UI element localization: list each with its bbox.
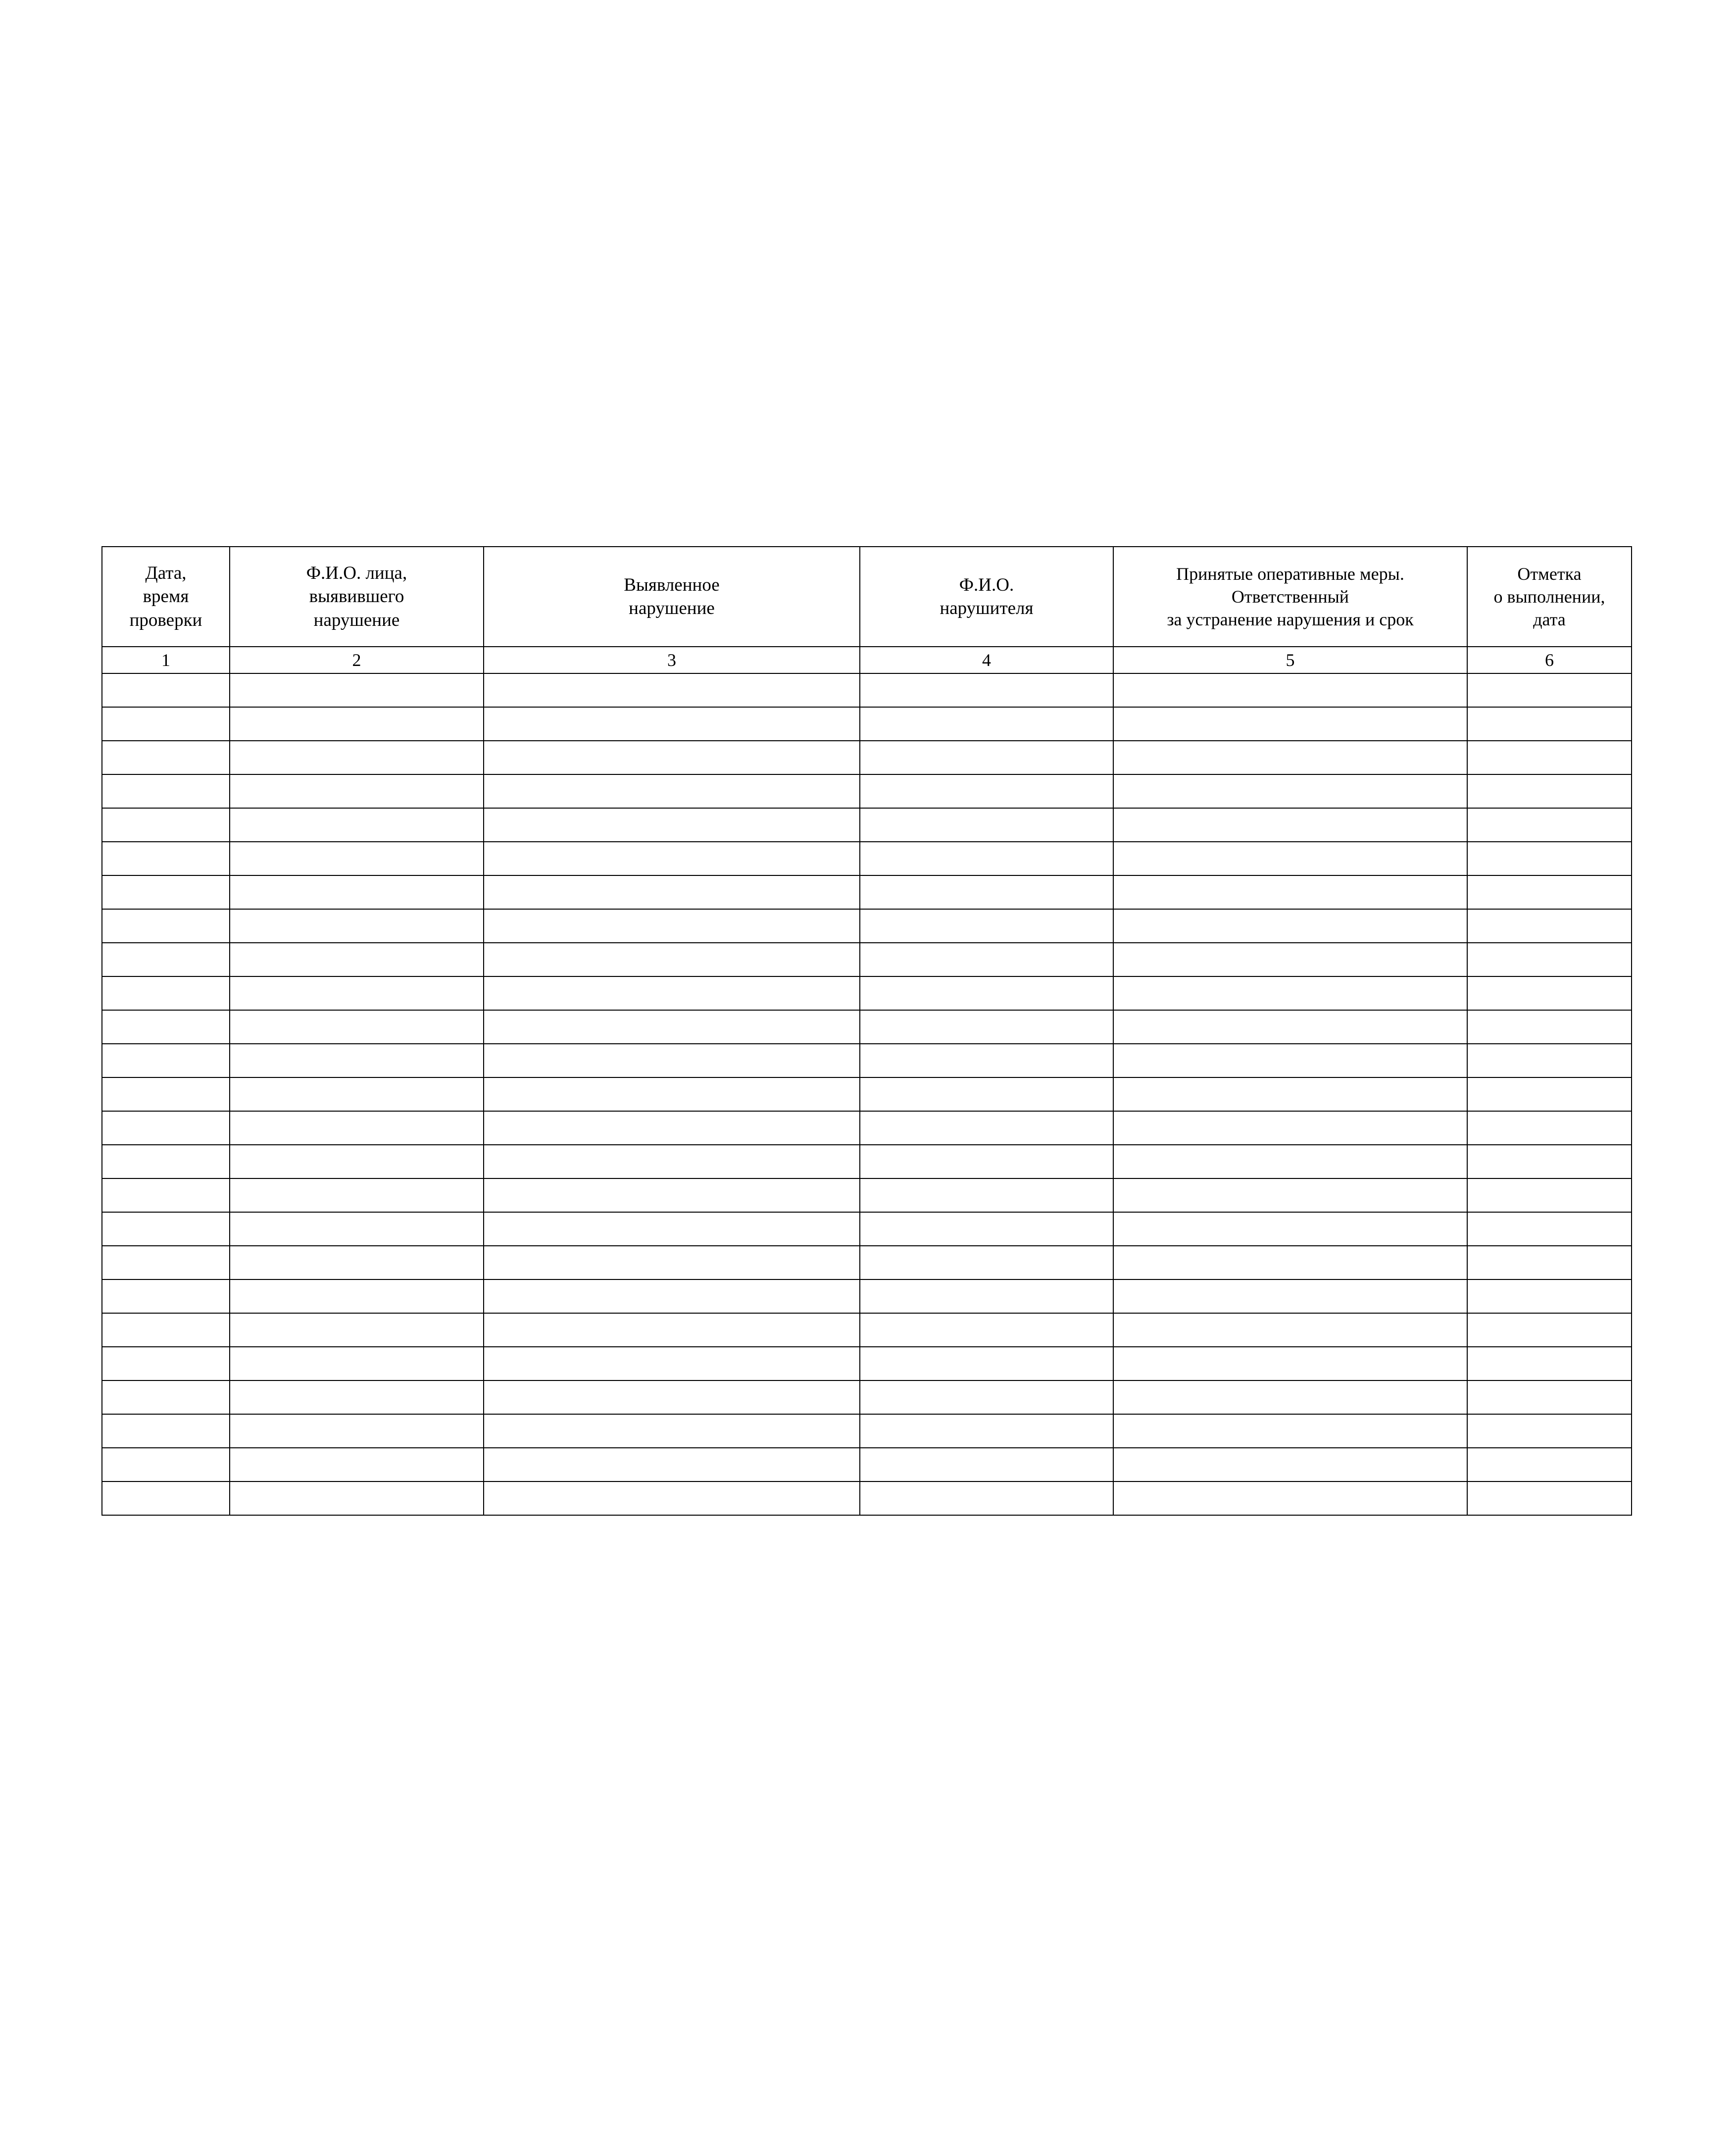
table-cell[interactable] bbox=[860, 1077, 1113, 1111]
table-cell[interactable] bbox=[860, 1279, 1113, 1313]
table-cell[interactable] bbox=[1467, 1044, 1632, 1077]
table-cell[interactable] bbox=[860, 673, 1113, 707]
column-header-line: проверки bbox=[129, 610, 202, 630]
table-cell[interactable] bbox=[1113, 943, 1467, 976]
table-cell[interactable] bbox=[860, 1380, 1113, 1414]
table-cell[interactable] bbox=[1113, 673, 1467, 707]
table-cell[interactable] bbox=[860, 1010, 1113, 1044]
table-cell[interactable] bbox=[230, 909, 484, 943]
table-cell[interactable] bbox=[102, 909, 230, 943]
table-cell[interactable] bbox=[484, 1313, 860, 1347]
table-cell[interactable] bbox=[1113, 1178, 1467, 1212]
table-cell[interactable] bbox=[1467, 673, 1632, 707]
table-row bbox=[102, 1044, 1632, 1077]
table-cell[interactable] bbox=[230, 1077, 484, 1111]
table-cell[interactable] bbox=[102, 1145, 230, 1178]
table-cell[interactable] bbox=[484, 1010, 860, 1044]
table-cell[interactable] bbox=[1467, 1145, 1632, 1178]
table-row bbox=[102, 842, 1632, 875]
table-cell[interactable] bbox=[860, 943, 1113, 976]
column-header-completion-mark bbox=[1467, 547, 1632, 647]
table-cell[interactable] bbox=[102, 774, 230, 808]
table-cell[interactable] bbox=[230, 1448, 484, 1481]
table-cell[interactable] bbox=[484, 943, 860, 976]
table-cell[interactable] bbox=[230, 943, 484, 976]
table-cell[interactable] bbox=[1113, 875, 1467, 909]
table-cell[interactable] bbox=[1113, 1111, 1467, 1145]
table-cell[interactable] bbox=[1467, 1111, 1632, 1145]
table-cell[interactable] bbox=[102, 741, 230, 774]
table-body bbox=[102, 673, 1632, 1515]
table-row bbox=[102, 1313, 1632, 1347]
table-cell[interactable] bbox=[102, 808, 230, 842]
table-cell[interactable] bbox=[1467, 774, 1632, 808]
table-cell[interactable] bbox=[860, 1246, 1113, 1279]
table-row bbox=[102, 1077, 1632, 1111]
table-header-row bbox=[102, 547, 1632, 647]
table-cell[interactable] bbox=[102, 976, 230, 1010]
table-cell[interactable] bbox=[484, 1246, 860, 1279]
table-row bbox=[102, 1145, 1632, 1178]
table-cell[interactable] bbox=[102, 1380, 230, 1414]
table-cell[interactable] bbox=[230, 1481, 484, 1515]
table-cell[interactable] bbox=[1113, 1481, 1467, 1515]
column-header-line: Ф.И.О. bbox=[959, 574, 1014, 595]
column-header-line: время bbox=[143, 586, 189, 607]
table-cell[interactable] bbox=[484, 875, 860, 909]
table-row bbox=[102, 673, 1632, 707]
table-cell[interactable] bbox=[230, 1414, 484, 1448]
table-row bbox=[102, 1448, 1632, 1481]
table-cell[interactable] bbox=[1113, 1010, 1467, 1044]
column-header-line: Принятые оперативные меры. bbox=[1176, 563, 1404, 584]
table-cell[interactable] bbox=[230, 774, 484, 808]
table-cell[interactable] bbox=[102, 1448, 230, 1481]
table-cell[interactable] bbox=[860, 1481, 1113, 1515]
table-cell[interactable] bbox=[1467, 976, 1632, 1010]
table-header bbox=[102, 547, 1632, 673]
table-cell[interactable] bbox=[1467, 741, 1632, 774]
table-cell[interactable] bbox=[102, 1246, 230, 1279]
column-header-line: нарушение bbox=[629, 598, 715, 618]
table-cell[interactable] bbox=[1467, 1313, 1632, 1347]
table-row bbox=[102, 875, 1632, 909]
column-header-line: о выполнении, bbox=[1493, 586, 1605, 607]
table-cell[interactable] bbox=[484, 1448, 860, 1481]
table-cell[interactable] bbox=[1113, 741, 1467, 774]
table-cell[interactable] bbox=[230, 1212, 484, 1246]
table-cell[interactable] bbox=[1467, 1448, 1632, 1481]
table-cell[interactable] bbox=[230, 1313, 484, 1347]
table-cell[interactable] bbox=[860, 875, 1113, 909]
table-cell[interactable] bbox=[1467, 1414, 1632, 1448]
table-row bbox=[102, 1111, 1632, 1145]
table-cell[interactable] bbox=[1113, 774, 1467, 808]
table-row bbox=[102, 808, 1632, 842]
table-cell[interactable] bbox=[484, 774, 860, 808]
column-header-line: Выявленное bbox=[624, 574, 720, 595]
table-cell[interactable] bbox=[1467, 1212, 1632, 1246]
table-row bbox=[102, 1347, 1632, 1380]
table-cell[interactable] bbox=[1467, 707, 1632, 741]
table-row bbox=[102, 909, 1632, 943]
table-cell[interactable] bbox=[1113, 1077, 1467, 1111]
table-cell[interactable] bbox=[102, 673, 230, 707]
table-cell[interactable] bbox=[102, 943, 230, 976]
table-cell[interactable] bbox=[484, 1178, 860, 1212]
table-cell[interactable] bbox=[1467, 1246, 1632, 1279]
table-row bbox=[102, 1212, 1632, 1246]
table-cell[interactable] bbox=[102, 875, 230, 909]
table-cell[interactable] bbox=[230, 842, 484, 875]
table-cell[interactable] bbox=[484, 1347, 860, 1380]
table-cell[interactable] bbox=[1113, 1313, 1467, 1347]
table-cell[interactable] bbox=[102, 1279, 230, 1313]
table-row bbox=[102, 1178, 1632, 1212]
table-cell[interactable] bbox=[860, 1044, 1113, 1077]
table-cell[interactable] bbox=[1467, 1178, 1632, 1212]
table-cell[interactable] bbox=[860, 1313, 1113, 1347]
table-cell[interactable] bbox=[484, 1380, 860, 1414]
table-cell[interactable] bbox=[484, 842, 860, 875]
table-cell[interactable] bbox=[1113, 976, 1467, 1010]
table-row bbox=[102, 976, 1632, 1010]
table-cell[interactable] bbox=[484, 1145, 860, 1178]
column-number-5: 5 bbox=[1113, 647, 1467, 673]
table-cell[interactable] bbox=[484, 1212, 860, 1246]
table-row bbox=[102, 774, 1632, 808]
table-cell[interactable] bbox=[102, 1414, 230, 1448]
table-cell[interactable] bbox=[1467, 1481, 1632, 1515]
table-cell[interactable] bbox=[1113, 1380, 1467, 1414]
table-cell[interactable] bbox=[484, 741, 860, 774]
table-cell[interactable] bbox=[102, 1212, 230, 1246]
table-row bbox=[102, 943, 1632, 976]
column-header-violation bbox=[484, 547, 860, 647]
column-header-line: Ответственный bbox=[1231, 586, 1349, 607]
table-cell[interactable] bbox=[230, 1246, 484, 1279]
column-header-line: дата bbox=[1533, 610, 1566, 630]
table-cell[interactable] bbox=[230, 1178, 484, 1212]
column-header-line: выявившего bbox=[309, 586, 404, 607]
table-cell[interactable] bbox=[1113, 808, 1467, 842]
column-number-1: 1 bbox=[102, 647, 230, 673]
table-cell[interactable] bbox=[860, 1347, 1113, 1380]
table-column-number-row bbox=[102, 647, 1632, 673]
column-header-line: нарушителя bbox=[940, 598, 1034, 618]
table-cell[interactable] bbox=[1113, 1212, 1467, 1246]
table-cell[interactable] bbox=[230, 673, 484, 707]
column-header-violator-name bbox=[860, 547, 1113, 647]
column-header-line: Ф.И.О. лица, bbox=[306, 562, 407, 583]
table-cell[interactable] bbox=[860, 707, 1113, 741]
table-cell[interactable] bbox=[1113, 1044, 1467, 1077]
table-cell[interactable] bbox=[1467, 1279, 1632, 1313]
table-cell[interactable] bbox=[484, 1077, 860, 1111]
table-cell[interactable] bbox=[230, 1145, 484, 1178]
table-cell[interactable] bbox=[860, 1414, 1113, 1448]
table-row bbox=[102, 1279, 1632, 1313]
table-cell[interactable] bbox=[230, 707, 484, 741]
table-cell[interactable] bbox=[484, 1044, 860, 1077]
table-cell[interactable] bbox=[1467, 842, 1632, 875]
table-cell[interactable] bbox=[1113, 1246, 1467, 1279]
table-cell[interactable] bbox=[1467, 1010, 1632, 1044]
column-header-date-time bbox=[102, 547, 230, 647]
table-cell[interactable] bbox=[860, 909, 1113, 943]
table-cell[interactable] bbox=[230, 1111, 484, 1145]
table-cell[interactable] bbox=[230, 1010, 484, 1044]
column-number-6: 6 bbox=[1467, 647, 1632, 673]
table-cell[interactable] bbox=[1113, 1347, 1467, 1380]
table-cell[interactable] bbox=[860, 1145, 1113, 1178]
table-cell[interactable] bbox=[484, 1111, 860, 1145]
table-cell[interactable] bbox=[102, 1481, 230, 1515]
table-cell[interactable] bbox=[484, 909, 860, 943]
table-cell[interactable] bbox=[1467, 1347, 1632, 1380]
table-cell[interactable] bbox=[1467, 909, 1632, 943]
column-number-2: 2 bbox=[230, 647, 484, 673]
table-row bbox=[102, 741, 1632, 774]
table-row bbox=[102, 1246, 1632, 1279]
column-number-3: 3 bbox=[484, 647, 860, 673]
table-cell[interactable] bbox=[1467, 875, 1632, 909]
table-cell[interactable] bbox=[230, 1347, 484, 1380]
column-header-line: нарушение bbox=[313, 610, 400, 630]
column-header-measures bbox=[1113, 547, 1467, 647]
table-row bbox=[102, 1010, 1632, 1044]
violations-journal-table-wrapper bbox=[101, 546, 1631, 1516]
table-cell[interactable] bbox=[102, 1313, 230, 1347]
table-cell[interactable] bbox=[860, 1448, 1113, 1481]
table-cell[interactable] bbox=[102, 1111, 230, 1145]
table-cell[interactable] bbox=[484, 1279, 860, 1313]
table-cell[interactable] bbox=[484, 707, 860, 741]
table-cell[interactable] bbox=[230, 1380, 484, 1414]
table-cell[interactable] bbox=[230, 1044, 484, 1077]
table-cell[interactable] bbox=[860, 976, 1113, 1010]
table-cell[interactable] bbox=[1113, 1145, 1467, 1178]
table-row bbox=[102, 707, 1632, 741]
table-cell[interactable] bbox=[102, 1010, 230, 1044]
table-cell[interactable] bbox=[102, 707, 230, 741]
table-cell[interactable] bbox=[102, 842, 230, 875]
table-cell[interactable] bbox=[102, 1347, 230, 1380]
table-cell[interactable] bbox=[860, 1111, 1113, 1145]
table-cell[interactable] bbox=[860, 1178, 1113, 1212]
table-cell[interactable] bbox=[860, 741, 1113, 774]
table-cell[interactable] bbox=[484, 1414, 860, 1448]
table-cell[interactable] bbox=[860, 808, 1113, 842]
table-cell[interactable] bbox=[860, 774, 1113, 808]
table-cell[interactable] bbox=[860, 1212, 1113, 1246]
table-cell[interactable] bbox=[230, 1279, 484, 1313]
table-cell[interactable] bbox=[1467, 943, 1632, 976]
table-cell[interactable] bbox=[860, 842, 1113, 875]
column-header-line: Отметка bbox=[1517, 563, 1582, 584]
column-header-inspector-name bbox=[230, 547, 484, 647]
table-cell[interactable] bbox=[484, 673, 860, 707]
table-cell[interactable] bbox=[484, 976, 860, 1010]
violations-journal-table bbox=[101, 546, 1632, 1516]
column-number-4: 4 bbox=[860, 647, 1113, 673]
column-header-line: за устранение нарушения и срок bbox=[1167, 610, 1414, 630]
table-cell[interactable] bbox=[1467, 1077, 1632, 1111]
table-cell[interactable] bbox=[1467, 1380, 1632, 1414]
table-cell[interactable] bbox=[230, 741, 484, 774]
table-cell[interactable] bbox=[1113, 707, 1467, 741]
table-cell[interactable] bbox=[1113, 1279, 1467, 1313]
table-cell[interactable] bbox=[230, 808, 484, 842]
table-row bbox=[102, 1380, 1632, 1414]
column-header-line: Дата, bbox=[145, 562, 187, 583]
table-cell[interactable] bbox=[102, 1178, 230, 1212]
table-row bbox=[102, 1481, 1632, 1515]
table-cell[interactable] bbox=[230, 976, 484, 1010]
table-cell[interactable] bbox=[1113, 1414, 1467, 1448]
table-cell[interactable] bbox=[1113, 1448, 1467, 1481]
table-cell[interactable] bbox=[1113, 909, 1467, 943]
table-cell[interactable] bbox=[1467, 808, 1632, 842]
table-cell[interactable] bbox=[484, 808, 860, 842]
table-cell[interactable] bbox=[102, 1077, 230, 1111]
table-cell[interactable] bbox=[1113, 842, 1467, 875]
table-row bbox=[102, 1414, 1632, 1448]
table-cell[interactable] bbox=[102, 1044, 230, 1077]
table-cell[interactable] bbox=[484, 1481, 860, 1515]
table-cell[interactable] bbox=[230, 875, 484, 909]
